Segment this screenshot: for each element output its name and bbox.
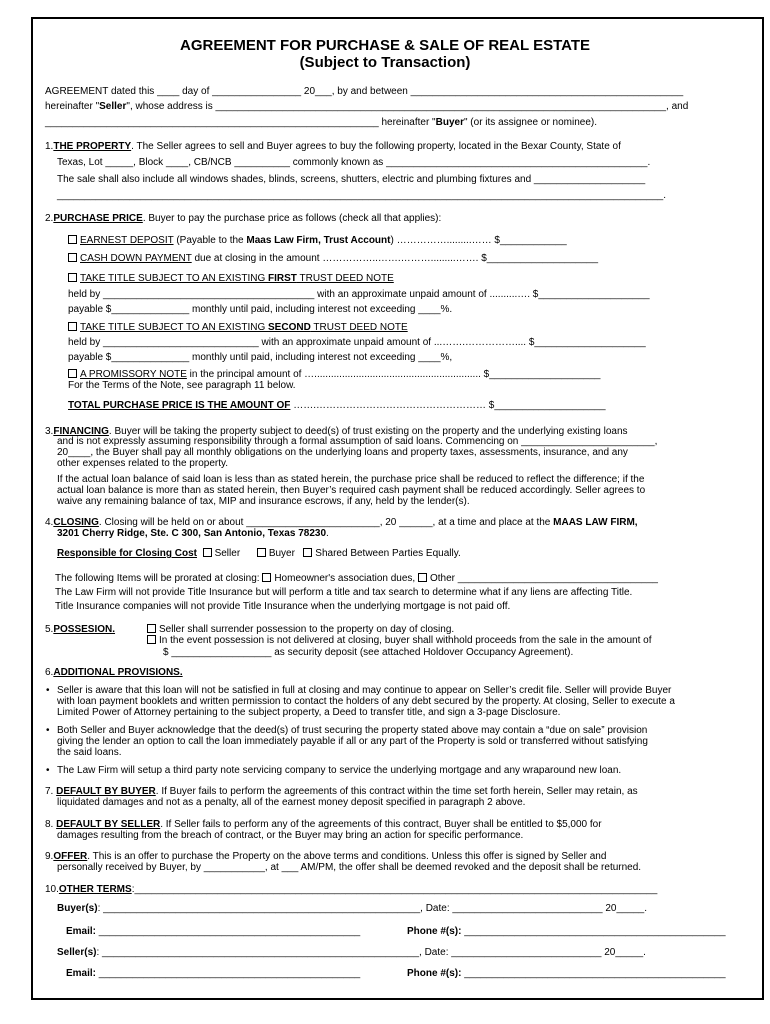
bullet-icon: • <box>46 725 50 736</box>
closing-cost-shared-checkbox[interactable] <box>303 548 312 557</box>
closing-cost-seller-checkbox[interactable] <box>203 548 212 557</box>
section-8-line-1: 8. DEFAULT BY SELLER. If Seller fails to perform any of the agreements of this contract, Buyer shall be entitled to $5,000 for <box>45 819 602 830</box>
provision-3-line-1: The Law Firm will setup a third party note servicing company to service the underlying mortgage and any wraparound new loan. <box>57 765 622 776</box>
earnest-deposit-row: EARNEST DEPOSIT (Payable to the Maas Law Firm, Trust Account) …………….........…… $____________ <box>68 235 567 247</box>
section-7-line-1: 7. DEFAULT BY BUYER. If Buyer fails to perform the agreements of this contract within the time set forth herein, Seller may retain, as <box>45 786 638 797</box>
buyer-phone-line: Phone #(s): _______________________________________________ <box>407 926 726 937</box>
section-8-line-2: damages resulting from the breach of contract, or the Buyer may bring an action for specific performance. <box>57 830 524 841</box>
cash-down-checkbox[interactable] <box>68 253 77 262</box>
promissory-note-row: A PROMISSORY NOTE in the principal amount of …............................................................ $____________________ <box>68 369 600 381</box>
first-trust-payable: payable $______________ monthly until paid, including interest not exceeding ____%. <box>68 304 453 315</box>
provision-1-line-2: with loan payment booklets and written permission to contact the holders of any debt secured by the property. At closing, Seller to execute a <box>57 696 675 707</box>
section-2-heading: 2.PURCHASE PRICE. Buyer to pay the purchase price as follows (check all that applies): <box>45 213 442 224</box>
second-trust-checkbox[interactable] <box>68 322 77 331</box>
first-trust-row: TAKE TITLE SUBJECT TO AN EXISTING FIRST TRUST DEED NOTE <box>68 273 394 285</box>
law-firm-address: 3201 Cherry Ridge, Ste. C 300, San Antonio, Texas 78230. <box>57 528 329 539</box>
second-trust-payable: payable $______________ monthly until paid, including interest not exceeding ____%, <box>68 352 453 363</box>
title-insurance-note: The Law Firm will not provide Title Insurance but will perform a title and tax search to determine what if any liens are affecting Title. <box>55 587 633 598</box>
section-1-line-4: _____________________________________________________________________________________________________________. <box>57 190 666 201</box>
hoa-dues-checkbox[interactable] <box>262 573 271 582</box>
seller-email-line: Email: _______________________________________________ <box>66 968 361 979</box>
section-1-line-1: 1.THE PROPERTY. The Seller agrees to sell and Buyer agrees to buy the following property, located in the Bexar County, State of <box>45 141 621 152</box>
title-companies-note: Title Insurance companies will not provide Title Insurance when the underlying mortgage is not paid off. <box>55 601 511 612</box>
section-3-line-3: 20____, the Buyer shall pay all monthly obligations on the underlying loans and property taxes, assessments, insurance, and any <box>57 447 628 458</box>
prorate-row: The following Items will be prorated at closing: Homeowner's association dues, Other ____________________________________ <box>55 573 658 584</box>
section-6-heading: 6.ADDITIONAL PROVISIONS. <box>45 667 183 678</box>
buyer-signature-line: Buyer(s): _________________________________________________________, Date: ___________________________ 20_____. <box>57 903 648 914</box>
first-trust-held: held by ______________________________________ with an approximate unpaid amount of ..........…. $____________________ <box>68 289 650 300</box>
section-3-line-7: waive any remaining balance of tax, MIP and insurance escrows, if any, held by the lender(s). <box>57 496 470 507</box>
section-3-line-6: actual loan balance is more than as stated herein, then Buyer’s required cash payment shall be reduced accordingly. Seller agrees to <box>57 485 646 496</box>
total-purchase-price: TOTAL PURCHASE PRICE IS THE AMOUNT OF …….…………………………………………… $____________________ <box>68 400 606 411</box>
seller-signature-line: Seller(s): _________________________________________________________, Date: ___________________________ 20_____. <box>57 947 646 958</box>
other-prorate-checkbox[interactable] <box>418 573 427 582</box>
section-3-line-4: other expenses related to the property. <box>57 458 229 469</box>
doc-title: AGREEMENT FOR PURCHASE & SALE OF REAL ESTATE <box>179 37 591 54</box>
possession-deposit: $ __________________ as security deposit (see attached Holdover Occupancy Agreement). <box>163 647 574 658</box>
section-4-line-1: 4.CLOSING. Closing will be held on or about ________________________, 20 ______, at a time and place at the MAAS LAW FIRM, <box>45 517 638 528</box>
bullet-icon: • <box>46 765 50 776</box>
closing-cost-row: Responsible for Closing Cost Seller Buyer Shared Between Parties Equally. <box>57 548 461 559</box>
section-7-line-2: liquidated damages and not as a penalty, all of the earnest money deposit specified in paragraph 2 above. <box>57 797 526 808</box>
bullet-icon: • <box>46 685 50 696</box>
promissory-note-checkbox[interactable] <box>68 369 77 378</box>
seller-phone-line: Phone #(s): _______________________________________________ <box>407 968 726 979</box>
section-9-line-1: 9.OFFER. This is an offer to purchase the Property on the above terms and conditions. Unless this offer is signed by Seller and <box>45 851 607 862</box>
provision-2-line-1: Both Seller and Buyer acknowledge that the deed(s) of trust securing the property stated above may contain a “due on sale” provision <box>57 725 648 736</box>
section-1-line-3: The sale shall also include all windows shades, blinds, screens, shutters, electric and plumbing fixtures and ____________________ <box>57 174 646 185</box>
provision-2-line-2: giving the lender an option to call the loan immediately payable if all or any part of the Property is sold or transferred without satisfying <box>57 736 648 747</box>
provision-1-line-1: Seller is aware that this loan will not be satisfied in full at closing and may continue to appear on Seller’s credit file. Seller will provide Buyer <box>57 685 672 696</box>
cash-down-row: CASH DOWN PAYMENT due at closing in the amount ……………..…….……….........……. $____________________ <box>68 253 598 265</box>
section-3-line-5: If the actual loan balance of said loan is less than as stated herein, the purchase price shall be reduced to reflect the difference; if the <box>57 474 645 485</box>
possession-option-2: In the event possession is not delivered at closing, buyer shall withhold proceeds from the sale in the amount of <box>147 635 652 647</box>
section-5-heading: 5.POSSESION. <box>45 624 116 635</box>
doc-subtitle: (Subject to Transaction) <box>299 54 471 71</box>
earnest-deposit-checkbox[interactable] <box>68 235 77 244</box>
provision-2-line-3: the said loans. <box>57 747 122 758</box>
buyer-email-line: Email: _______________________________________________ <box>66 926 361 937</box>
provision-1-line-3: Limited Power of Attorney pertaining to the subject property, a Deed to transfer title, and sign a 3-page Disclosure. <box>57 707 561 718</box>
possession-holdover-checkbox[interactable] <box>147 635 156 644</box>
section-3-line-2: and is not expressly assuming responsibility through a formal assumption of said loans. Commencing on ________________________, <box>57 436 658 447</box>
section-9-line-2: personally received by Buyer, by ___________, at ___ AM/PM, the offer shall be deemed revoked and the deposit shall be returned. <box>57 862 642 873</box>
possession-option-1: Seller shall surrender possession to the property on day of closing. <box>147 624 454 636</box>
section-3-line-1: 3.FINANCING. Buyer will be taking the property subject to deed(s) of trust existing on the property and the underlying existing loans <box>45 426 628 437</box>
intro-line-1: AGREEMENT dated this ____ day of ________________ 20___, by and between _________________________________________________ <box>45 86 684 97</box>
section-1-line-2: Texas, Lot _____, Block ____, CB/NCB __________ commonly known as _______________________________________________. <box>57 157 651 168</box>
closing-cost-buyer-checkbox[interactable] <box>257 548 266 557</box>
second-trust-row: TAKE TITLE SUBJECT TO AN EXISTING SECOND TRUST DEED NOTE <box>68 322 408 334</box>
promissory-note-terms: For the Terms of the Note, see paragraph 11 below. <box>68 380 296 391</box>
possession-closing-checkbox[interactable] <box>147 624 156 633</box>
second-trust-held: held by ____________________________ with an approximate unpaid amount of ...…….…………….... $____________________ <box>68 337 646 348</box>
intro-line-3: ____________________________________________________________ hereinafter "Buyer" (or its assignee or nominee). <box>45 117 598 128</box>
section-10-line: 10.OTHER TERMS:______________________________________________________________________________________________ <box>45 884 658 895</box>
first-trust-checkbox[interactable] <box>68 273 77 282</box>
intro-line-2: hereinafter "Seller", whose address is _________________________________________________________________________________, and <box>45 101 689 112</box>
